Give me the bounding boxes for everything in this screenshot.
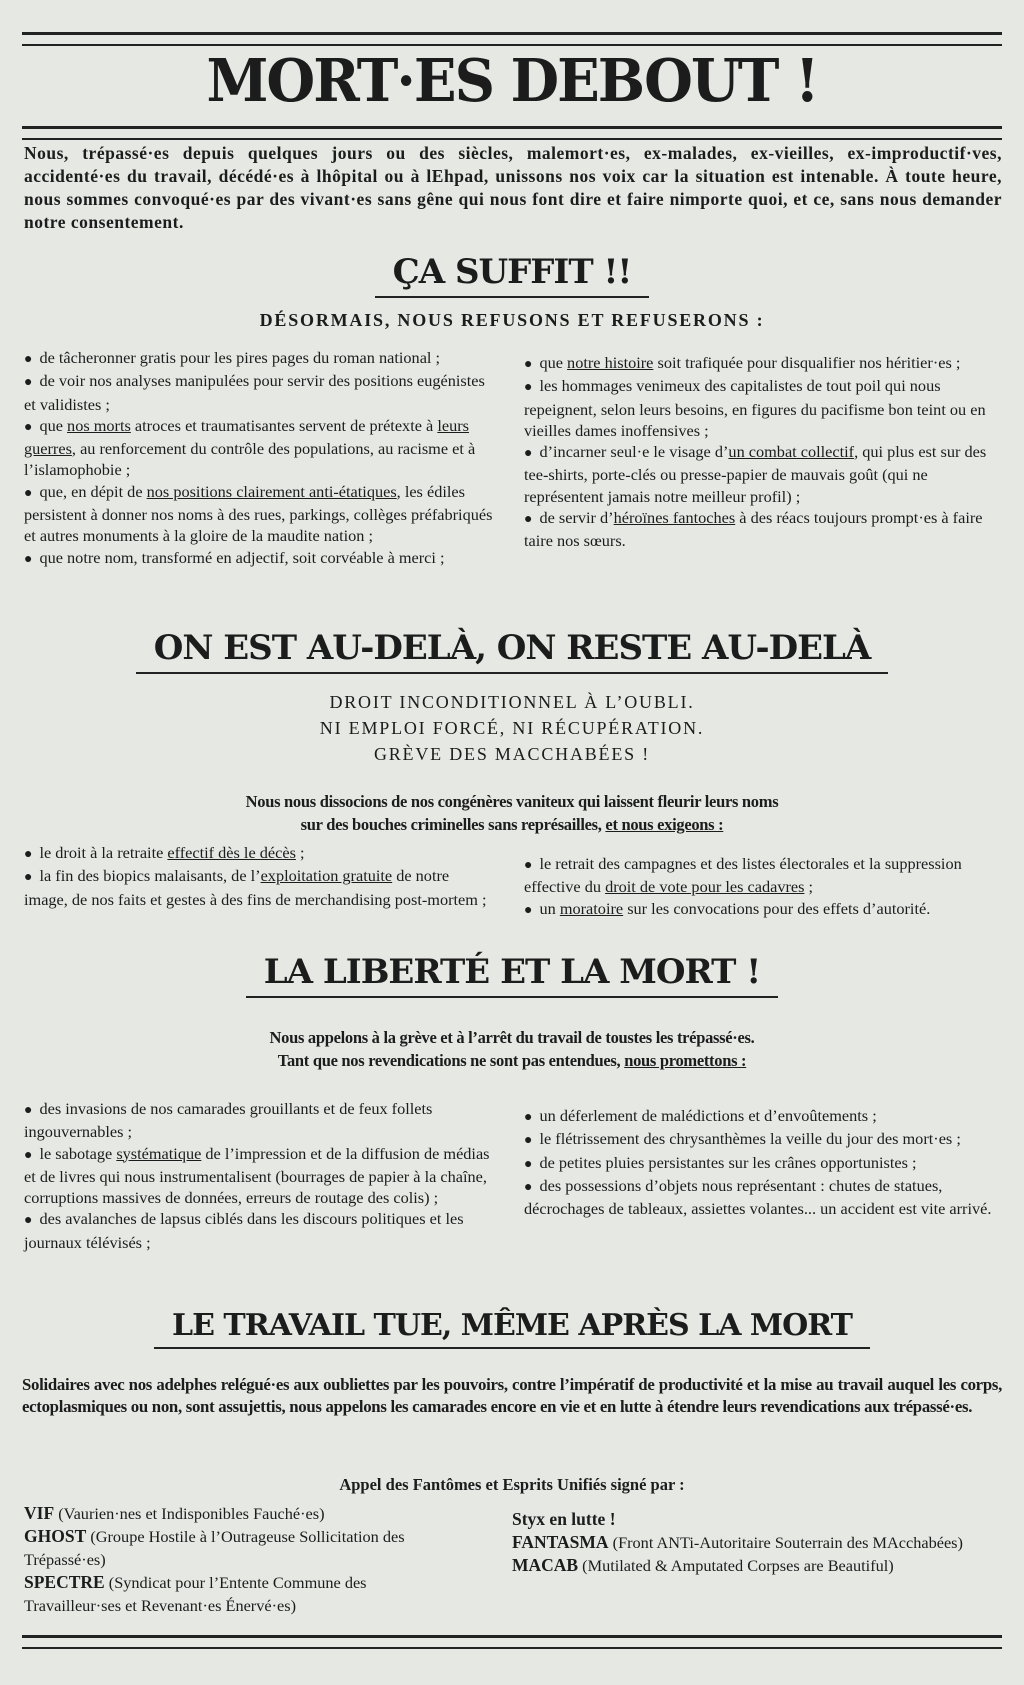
dissociation-note: Nous nous dissocions de nos congénères vaniteux qui laissent fleurir leurs noms sur des bouches criminelles sans représailles, et nous exigeons : — [245, 792, 779, 834]
list-item: ● que notre histoire soit trafiquée pour disqualifier nos héritier·es ; — [524, 352, 994, 375]
list-item: ● de tâcheronner gratis pour les pires pages du roman national ; — [24, 347, 494, 370]
promises-right-list — [524, 1105, 994, 1219]
list-item: ● que, en dépit de nos positions clairement anti-étatiques, les édiles persistent à donner nos noms à des rues, parkings, collèges préfabriqués et autres monuments à la gloire de la maudite nation ; — [24, 481, 494, 547]
signatory: SPECTRE (Syndicat pour l’Entente Commune des Travailleur·ses et Revenant·es Énervé·es) — [24, 1572, 367, 1615]
signatory: MACAB (Mutilated & Amputated Corpses are Beautiful) — [512, 1555, 894, 1575]
signatories-title: Appel des Fantômes et Esprits Unifiés signé par : — [339, 1475, 685, 1494]
list-item: ● des invasions de nos camarades grouillants et de feux follets ingouvernables ; — [24, 1098, 494, 1143]
list-item: ● les hommages venimeux des capitalistes de tout poil qui nous repeignent, selon leurs besoins, en figures du pacifisme bon teint ou en vieilles dames inoffensives ; — [524, 375, 994, 441]
list-item: ● que nos morts atroces et traumatisantes servent de prétexte à leurs guerres, au renforcement du contrôle des populations, au racisme et à l’islamophobie ; — [24, 415, 494, 481]
intro-paragraph: Nous, trépassé·es depuis quelques jours ou des siècles, malemort·es, ex-malades, ex-vieilles, ex-improductif·ves, accidenté·es du travail, décédé·es à lhôpital ou à lEhpad, unissons nos voix car la situation est intenable. À toute heure, nous sommes convoqué·es par des vivant·es sans gêne qui nous font dire et faire nimporte quoi, et ce, sans nous demander notre consentement. — [24, 143, 1002, 232]
refusals-right-list — [524, 352, 994, 552]
signatory: FANTASMA (Front ANTi-Autoritaire Souterrain des MAcchabées) — [512, 1532, 963, 1552]
list-item: ● que notre nom, transformé en adjectif, soit corvéable à merci ; — [24, 547, 494, 570]
list-item: ● de voir nos analyses manipulées pour servir des positions eugénistes et validistes ; — [24, 370, 494, 415]
strike-call-note: Nous appelons à la grève et à l’arrêt du travail de toustes les trépassé·es. Tant que nos revendications ne sont pas entendues, nous promettons : — [269, 1028, 755, 1070]
list-item: ● le droit à la retraite effectif dès le décès ; — [24, 842, 494, 865]
list-item: ● des avalanches de lapsus ciblés dans les discours politiques et les journaux télévisés ; — [24, 1208, 494, 1253]
signatory: Styx en lutte ! — [512, 1509, 616, 1529]
page-title: MORT·ES DEBOUT ! — [206, 46, 818, 116]
solidarity-paragraph: Solidaires avec nos adelphes relégué·es aux oubliettes par les pouvoirs, contre l’impératif de productivité et la mise au travail auquel les corps, ectoplasmiques ou non, sont assujettis, nous appelons les camarades encore en vie et en lutte à étendre leurs revendications aux trépassé·es. — [22, 1375, 1002, 1416]
refusals-left-list — [24, 347, 494, 570]
slogan-line: NI EMPLOI FORCÉ, NI RÉCUPÉRATION. — [319, 718, 705, 738]
signatory: VIF (Vaurien·nes et Indisponibles Fauché·es) — [24, 1503, 325, 1523]
list-item: ● un moratoire sur les convocations pour des effets d’autorité. — [524, 898, 994, 921]
list-item: ● de servir d’héroïnes fantoches à des réacs toujours prompt·es à faire taire nos sœurs. — [524, 507, 994, 552]
slogan-line: GRÈVE DES MACCHABÉES ! — [373, 744, 651, 764]
demands-slogans — [0, 689, 1024, 767]
signatories-left — [24, 1502, 464, 1617]
signatory: GHOST (Groupe Hostile à l’Outrageuse Sollicitation des Trépassé·es) — [24, 1526, 405, 1569]
promises-left-list — [24, 1098, 494, 1253]
title-double-rule — [22, 126, 1002, 140]
list-item: ● le sabotage systématique de l’impression et de la diffusion de médias et de livres qui nous instrumentalisent (bourrages de papier à la chaîne, corruptions massives de données, erreurs de routage des colis) ; — [24, 1143, 494, 1209]
section-heading-ca-suffit: ÇA SUFFIT !! — [0, 252, 1024, 298]
signatories-right — [512, 1508, 982, 1577]
section-heading-travail: LE TRAVAIL TUE, MÊME APRÈS LA MORT — [0, 1308, 1024, 1349]
bottom-double-rule — [22, 1635, 1002, 1649]
section-subheading-refusons: DÉSORMAIS, NOUS REFUSONS ET REFUSERONS : — [259, 310, 765, 330]
list-item: ● le flétrissement des chrysanthèmes la veille du jour des mort·es ; — [524, 1128, 994, 1151]
section-heading-liberte: LA LIBERTÉ ET LA MORT ! — [0, 952, 1024, 998]
top-double-rule — [22, 32, 1002, 46]
section-heading-au-dela: ON EST AU-DELÀ, ON RESTE AU-DELÀ — [0, 628, 1024, 674]
slogan-line: DROIT INCONDITIONNEL À L’OUBLI. — [329, 692, 695, 712]
list-item: ● de petites pluies persistantes sur les crânes opportunistes ; — [524, 1152, 994, 1175]
demands-left-list — [24, 842, 494, 910]
list-item: ● des possessions d’objets nous représentant : chutes de statues, décrochages de tableaux, assiettes volantes... un accident est vite arrivé. — [524, 1175, 994, 1220]
list-item: ● la fin des biopics malaisants, de l’exploitation gratuite de notre image, de nos faits et gestes à des fins de merchandising post-mortem ; — [24, 865, 494, 910]
demands-right-list — [524, 853, 994, 921]
list-item: ● d’incarner seul·e le visage d’un combat collectif, qui plus est sur des tee-shirts, porte-clés ou presse-papier de mauvais goût (qui ne représentent jamais notre meilleur profil) ; — [524, 441, 994, 507]
list-item: ● le retrait des campagnes et des listes électorales et la suppression effective du droit de vote pour les cadavres ; — [524, 853, 994, 898]
list-item: ● un déferlement de malédictions et d’envoûtements ; — [524, 1105, 994, 1128]
